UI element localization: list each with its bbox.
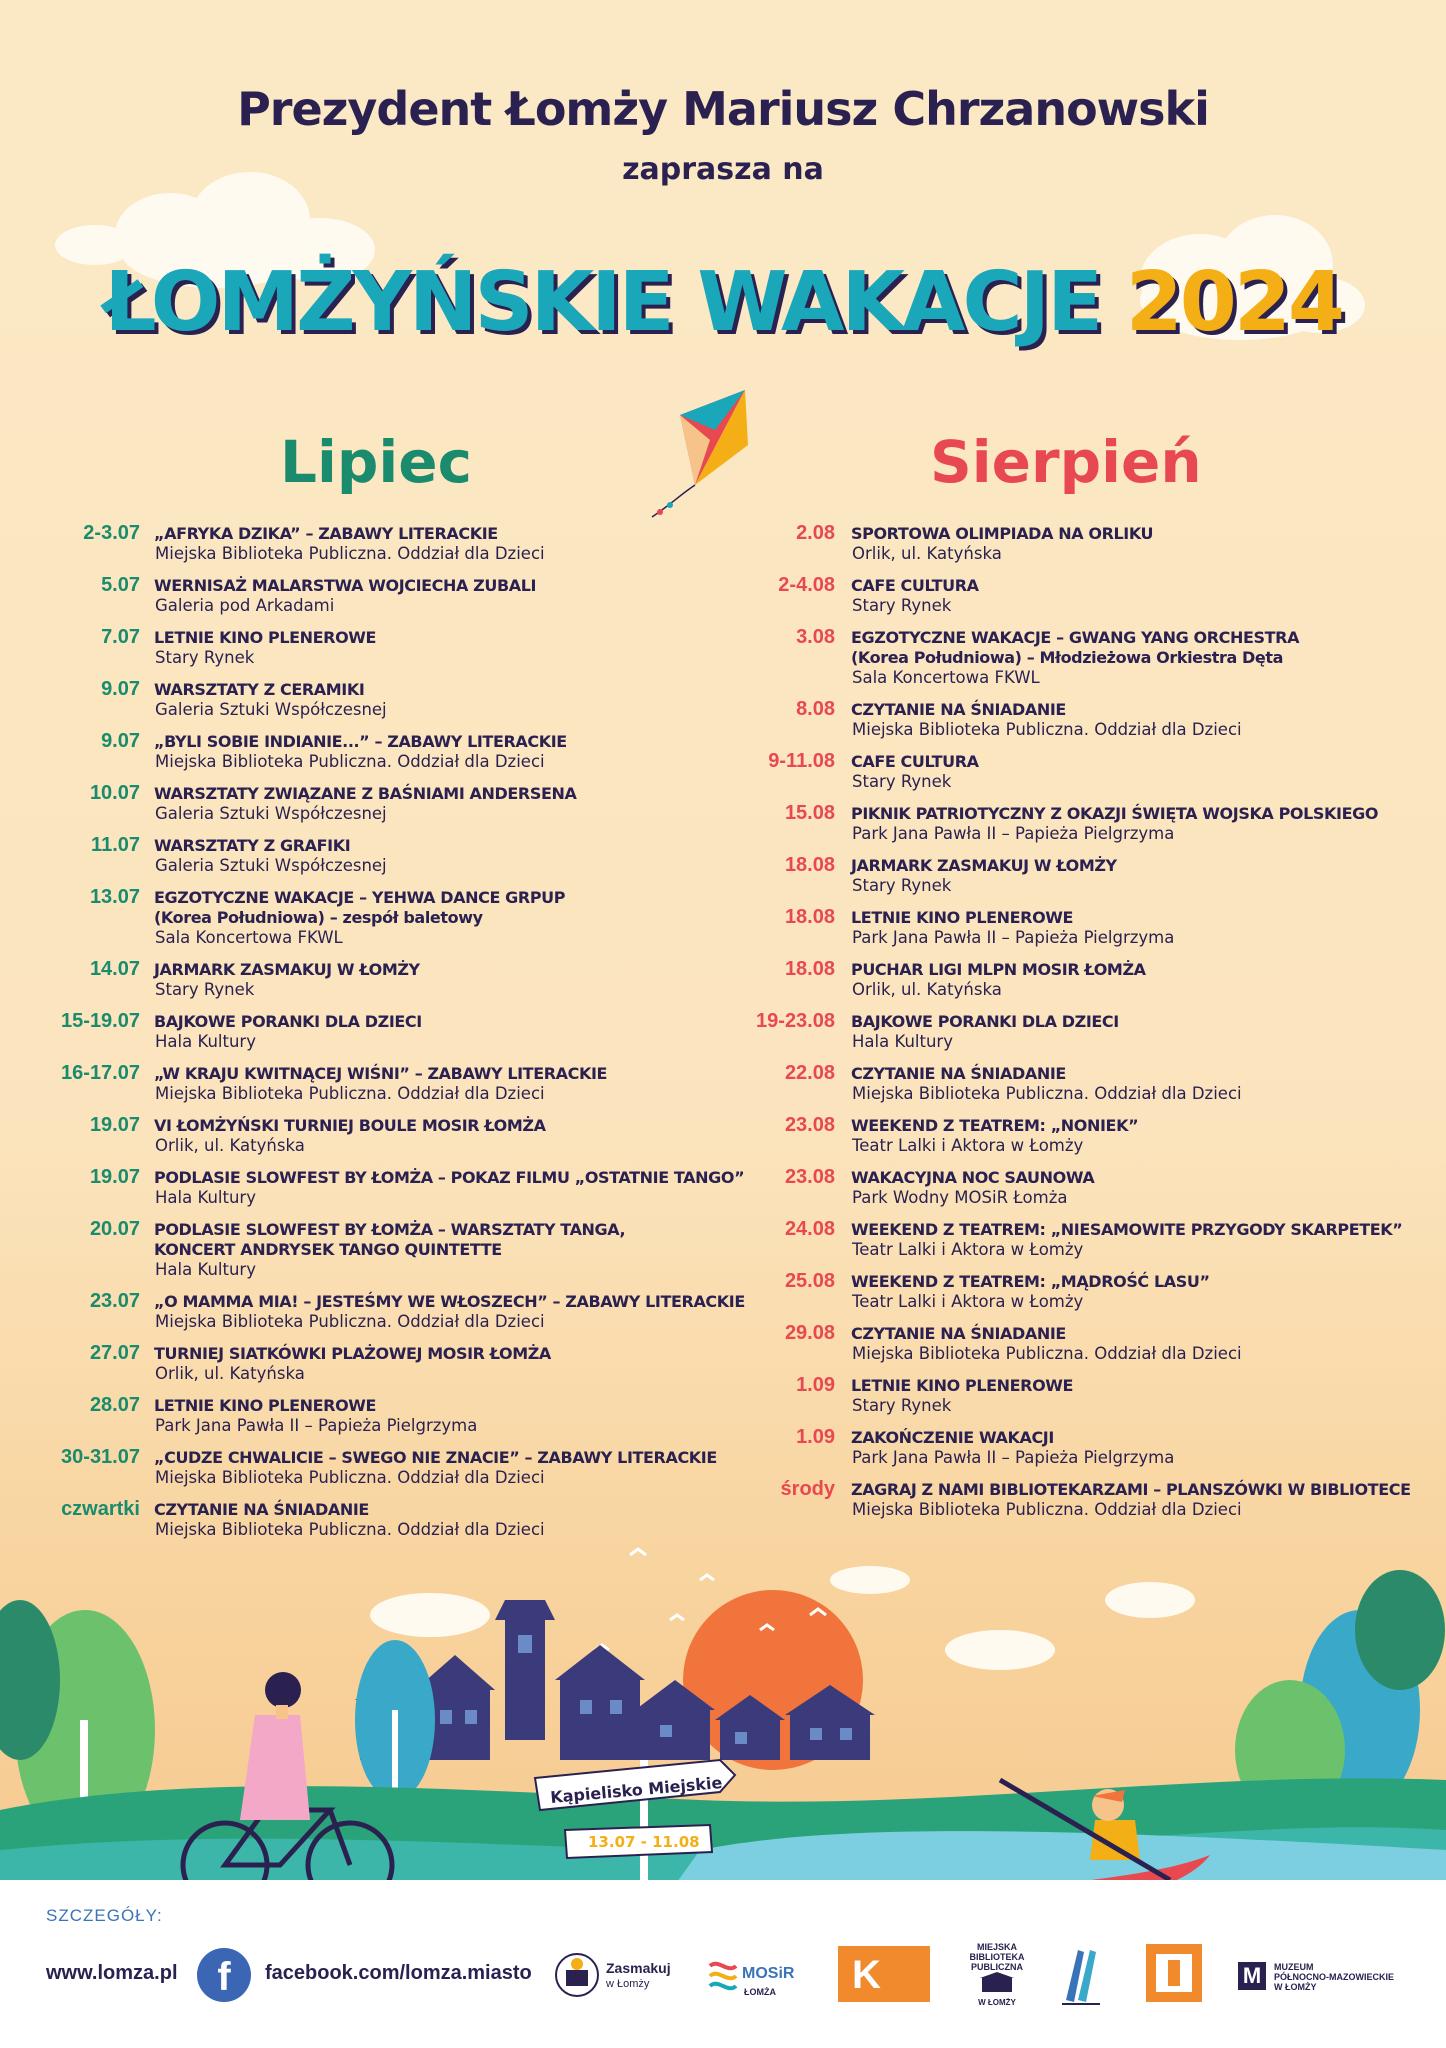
event-name — [154, 1500, 369, 1520]
event-name-line: CZYTANIE NA ŚNIADANIE — [851, 700, 1066, 719]
cultural-centre-emblem-icon — [838, 1942, 930, 2004]
event-name-line: LETNIE KINO PLENEROWE — [154, 1396, 377, 1415]
event-name — [851, 524, 1153, 544]
event-date: 9.07 — [101, 678, 140, 700]
event-name-line: „W KRAJU KWITNĄCEJ WIŚNI” – ZABAWY LITERACKIE — [154, 1064, 608, 1083]
event-date: 18.08 — [784, 958, 835, 980]
event-date: 7.07 — [101, 626, 140, 648]
event-date: 18.08 — [784, 906, 835, 928]
event-name-line: TURNIEJ SIATKÓWKI PLAŻOWEJ MOSIR ŁOMŻA — [154, 1344, 551, 1363]
event-date: 22.08 — [784, 1062, 835, 1084]
event-item — [733, 626, 1423, 698]
event-place: Miejska Biblioteka Publiczna. Oddział dla Dzieci — [155, 752, 545, 771]
event-name-line: CZYTANIE NA ŚNIADANIE — [851, 1324, 1066, 1343]
event-item — [733, 1270, 1423, 1322]
book-stack-icon — [1056, 1942, 1106, 2008]
event-place: Sala Koncertowa FKWL — [852, 668, 1040, 687]
event-date: 19.07 — [89, 1114, 140, 1136]
event-place: Park Jana Pawła II – Papieża Pielgrzyma — [852, 928, 1175, 947]
museum-line3: W ŁOMŻY — [1274, 1982, 1317, 1992]
event-item — [30, 1062, 770, 1114]
event-place: Orlik, ul. Katyńska — [852, 544, 1002, 563]
event-name — [154, 628, 376, 648]
event-name — [851, 1272, 1210, 1292]
event-item — [30, 1446, 770, 1498]
museum-line1: MUZEUM — [1274, 1962, 1314, 1972]
event-name-line: WERNISAŻ MALARSTWA WOJCIECHA ZUBALI — [154, 576, 537, 595]
event-name-line: SPORTOWA OLIMPIADA NA ORLIKU — [851, 524, 1154, 543]
event-date: 2.08 — [796, 522, 835, 544]
event-item — [733, 522, 1423, 574]
invites-line: zaprasza na — [622, 152, 824, 187]
event-name-line: „AFRYKA DZIKA” – ZABAWY LITERACKIE — [154, 524, 498, 543]
event-date: 29.08 — [784, 1322, 835, 1344]
event-name — [154, 576, 536, 596]
event-place: Sala Koncertowa FKWL — [155, 928, 343, 947]
sign-line1: Kąpielisko Miejskie — [549, 1772, 724, 1807]
event-place: Orlik, ul. Katyńska — [852, 980, 1002, 999]
event-date: 14.07 — [89, 958, 140, 980]
clouds-decoration — [0, 0, 1446, 420]
event-name-line: LETNIE KINO PLENEROWE — [851, 908, 1074, 927]
event-name — [851, 700, 1066, 720]
event-date: 23.07 — [89, 1290, 140, 1312]
museum-m-icon: M — [1238, 1962, 1266, 1990]
event-item — [733, 750, 1423, 802]
event-item — [30, 834, 770, 886]
event-name-line: EGZOTYCZNE WAKACJE – GWANG YANG ORCHESTRA — [851, 628, 1300, 647]
event-item — [733, 1374, 1423, 1426]
event-place: Miejska Biblioteka Publiczna. Oddział dla Dzieci — [155, 1312, 545, 1331]
zasmakuj-text: Zasmakuj — [606, 1960, 671, 1976]
event-item — [30, 1114, 770, 1166]
event-place: Hala Kultury — [155, 1032, 256, 1051]
event-name — [154, 1344, 551, 1364]
event-item — [30, 782, 770, 834]
event-item — [30, 522, 770, 574]
event-name-line: (Korea Południowa) – Młodzieżowa Orkiestra Dęta — [851, 648, 1284, 667]
event-date: 10.07 — [89, 782, 140, 804]
event-date: 19.07 — [89, 1166, 140, 1188]
event-date: 23.08 — [784, 1166, 835, 1188]
event-name — [851, 856, 1117, 876]
event-item — [733, 1166, 1423, 1218]
event-name — [154, 960, 420, 980]
event-name-line: WAKACYJNA NOC SAUNOWA — [851, 1168, 1095, 1187]
event-place: Miejska Biblioteka Publiczna. Oddział dla Dzieci — [852, 720, 1242, 739]
event-name-line: WARSZTATY Z CERAMIKI — [154, 680, 365, 699]
event-item — [30, 574, 770, 626]
details-label: SZCZEGÓŁY: — [46, 1906, 163, 1925]
event-date: 2-3.07 — [83, 522, 140, 544]
event-name-line: WEEKEND Z TEATREM: „MĄDROŚĆ LASU” — [851, 1272, 1210, 1291]
event-date: 11.07 — [91, 834, 140, 856]
event-name-line: PUCHAR LIGI MLPN MOSIR ŁOMŻA — [851, 960, 1146, 979]
event-place: Miejska Biblioteka Publiczna. Oddział dla Dzieci — [155, 1084, 545, 1103]
event-name-line: „BYLI SOBIE INDIANIE...” – ZABAWY LITERACKIE — [154, 732, 567, 751]
event-place: Park Jana Pawła II – Papieża Pielgrzyma — [155, 1416, 478, 1435]
event-item — [30, 1218, 770, 1290]
event-place: Orlik, ul. Katyńska — [155, 1136, 305, 1155]
event-name — [154, 836, 350, 856]
event-item — [733, 698, 1423, 750]
event-name — [154, 1116, 546, 1136]
cultural-centre-logo — [838, 1942, 930, 2008]
event-name — [851, 1012, 1119, 1032]
event-place: Galeria Sztuki Współczesnej — [155, 856, 387, 875]
event-name — [154, 1448, 717, 1468]
event-date: 9.07 — [101, 730, 140, 752]
event-date: 1.09 — [796, 1426, 835, 1448]
event-item — [733, 906, 1423, 958]
kite-icon — [640, 385, 760, 520]
event-item — [733, 802, 1423, 854]
event-name — [851, 1116, 1138, 1136]
event-date: 3.08 — [796, 626, 835, 648]
event-name — [154, 1396, 376, 1416]
event-item — [733, 854, 1423, 906]
event-name — [851, 1168, 1094, 1188]
mosir-logo — [708, 1942, 795, 2008]
event-place: Galeria Sztuki Współczesnej — [155, 700, 387, 719]
event-item — [733, 1426, 1423, 1478]
event-place: Miejska Biblioteka Publiczna. Oddział dla Dzieci — [852, 1084, 1242, 1103]
event-name-line: (Korea Południowa) – zespół baletowy — [154, 908, 483, 927]
event-place: Park Jana Pawła II – Papieża Pielgrzyma — [852, 824, 1175, 843]
event-name-line: CZYTANIE NA ŚNIADANIE — [154, 1500, 369, 1519]
event-name — [154, 1220, 625, 1260]
event-name-line: PODLASIE SLOWFEST BY ŁOMŻA – POKAZ FILMU „OSTATNIE TANGO” — [154, 1168, 745, 1187]
event-name-line: CAFE CULTURA — [851, 752, 979, 771]
event-place: Hala Kultury — [155, 1260, 256, 1279]
event-item — [30, 678, 770, 730]
event-date: 19-23.08 — [756, 1010, 835, 1032]
event-date: 20.07 — [89, 1218, 140, 1240]
event-date: 16-17.07 — [61, 1062, 140, 1084]
event-name — [154, 680, 364, 700]
poster-title — [0, 255, 1446, 350]
event-date: środy — [780, 1478, 835, 1500]
mbp-line3: PUBLICZNA — [971, 1962, 1023, 1972]
event-name-line: KONCERT ANDRYSEK TANGO QUINTETTE — [154, 1240, 502, 1259]
presenter-line: Prezydent Łomży Mariusz Chrzanowski — [237, 82, 1209, 136]
event-name — [851, 908, 1073, 928]
event-name-line: „O MAMMA MIA! – JESTEŚMY WE WŁOSZECH” – ZABAWY LITERACKIE — [154, 1292, 745, 1311]
event-name-line: „CUDZE CHWALICIE – SWEGO NIE ZNACIE” – ZABAWY LITERACKIE — [154, 1448, 717, 1467]
event-date: 23.08 — [784, 1114, 835, 1136]
mbp-line2: BIBLIOTEKA — [969, 1952, 1025, 1962]
july-events-list — [30, 522, 770, 1550]
event-place: Stary Rynek — [852, 876, 952, 895]
event-date: 24.08 — [784, 1218, 835, 1240]
mbp-line1: MIEJSKA — [976, 1942, 1017, 1952]
title-year: 2024 — [1125, 255, 1342, 350]
event-name — [154, 1012, 422, 1032]
event-name — [851, 1324, 1066, 1344]
event-name — [851, 1428, 1054, 1448]
event-name — [851, 1376, 1073, 1396]
event-place: Miejska Biblioteka Publiczna. Oddział dla Dzieci — [155, 1520, 545, 1539]
month-heading-august: Sierpień — [930, 428, 1202, 496]
event-place: Stary Rynek — [155, 648, 255, 667]
zasmakuj-logo — [554, 1942, 674, 2008]
event-date: 28.07 — [89, 1394, 140, 1416]
facebook-icon[interactable]: f — [197, 1948, 251, 2002]
library-branch-logo — [1056, 1942, 1106, 2008]
event-date: 1.09 — [796, 1374, 835, 1396]
mosir-text: MOSiR — [742, 1965, 795, 1982]
event-name-line: JARMARK ZASMAKUJ W ŁOMŻY — [154, 960, 420, 979]
event-date: 30-31.07 — [61, 1446, 140, 1468]
event-date: 25.08 — [784, 1270, 835, 1292]
event-name — [851, 1220, 1402, 1240]
month-heading-july: Lipiec — [280, 428, 472, 496]
event-item — [733, 1322, 1423, 1374]
event-date: 18.08 — [784, 854, 835, 876]
zasmakuj-sub: w Łomży — [606, 1978, 650, 1990]
event-name-line: WARSZTATY Z GRAFIKI — [154, 836, 351, 855]
event-place: Orlik, ul. Katyńska — [155, 1364, 305, 1383]
event-name-line: VI ŁOMŻYŃSKI TURNIEJ BOULE MOSIR ŁOMŻA — [154, 1116, 546, 1135]
library-building-icon — [980, 1972, 1014, 1994]
website-link[interactable]: www.lomza.pl — [46, 1962, 178, 1984]
event-item — [30, 1010, 770, 1062]
event-name-line: LETNIE KINO PLENEROWE — [154, 628, 377, 647]
event-date: 13.07 — [89, 886, 140, 908]
event-name-line: BAJKOWE PORANKI DLA DZIECI — [851, 1012, 1119, 1031]
event-name-line: WEEKEND Z TEATREM: „NIESAMOWITE PRZYGODY SKARPETEK” — [851, 1220, 1403, 1239]
event-name — [154, 1292, 745, 1312]
event-item — [30, 958, 770, 1010]
event-name — [154, 888, 565, 928]
event-place: Galeria pod Arkadami — [155, 596, 335, 615]
zasmakuj-emblem-icon — [554, 1952, 600, 1998]
event-place: Miejska Biblioteka Publiczna. Oddział dla Dzieci — [155, 544, 545, 563]
event-date: 15-19.07 — [61, 1010, 140, 1032]
event-name — [154, 1064, 607, 1084]
event-date: czwartki — [61, 1498, 140, 1520]
theatre-emblem-icon — [1144, 1942, 1204, 2004]
event-place: Stary Rynek — [852, 1396, 952, 1415]
event-name — [851, 804, 1378, 824]
event-item — [30, 1342, 770, 1394]
event-item — [733, 1218, 1423, 1270]
event-name-line: ZAKOŃCZENIE WAKACJI — [851, 1428, 1054, 1447]
mosir-wave-icon — [708, 1956, 738, 1996]
event-item — [733, 1114, 1423, 1166]
event-date: 27.07 — [89, 1342, 140, 1364]
event-place: Stary Rynek — [155, 980, 255, 999]
event-place: Miejska Biblioteka Publiczna. Oddział dla Dzieci — [155, 1468, 545, 1487]
event-name-line: CZYTANIE NA ŚNIADANIE — [851, 1064, 1066, 1083]
event-date: 8.08 — [796, 698, 835, 720]
event-name-line: EGZOTYCZNE WAKACJE – YEHWA DANCE GRPUP — [154, 888, 566, 907]
event-place: Park Jana Pawła II – Papieża Pielgrzyma — [852, 1448, 1175, 1467]
event-name — [851, 1480, 1411, 1500]
event-item — [30, 1166, 770, 1218]
city-library-logo — [966, 1942, 1028, 2008]
august-events-list — [733, 522, 1423, 1530]
event-name — [851, 628, 1299, 668]
event-item — [733, 1010, 1423, 1062]
event-place: Teatr Lalki i Aktora w Łomży — [852, 1136, 1084, 1155]
event-place: Park Wodny MOSiR Łomża — [852, 1188, 1068, 1207]
event-item — [30, 886, 770, 958]
event-place: Miejska Biblioteka Publiczna. Oddział dla Dzieci — [852, 1500, 1242, 1519]
event-name-line: JARMARK ZASMAKUJ W ŁOMŻY — [851, 856, 1117, 875]
theatre-logo — [1144, 1942, 1204, 2008]
event-date: 15.08 — [784, 802, 835, 824]
title-main: ŁOMŻYŃSKIE WAKACJE — [104, 255, 1101, 350]
event-name-line: BAJKOWE PORANKI DLA DZIECI — [154, 1012, 422, 1031]
event-name — [851, 960, 1146, 980]
event-item — [30, 1394, 770, 1446]
event-place: Hala Kultury — [155, 1188, 256, 1207]
event-place: Stary Rynek — [852, 772, 952, 791]
summer-town-illustration — [0, 1520, 1446, 1920]
event-name — [154, 1168, 744, 1188]
event-name-line: LETNIE KINO PLENEROWE — [851, 1376, 1074, 1395]
facebook-link[interactable]: facebook.com/lomza.miasto — [265, 1962, 532, 1984]
event-name — [154, 784, 576, 804]
sign-line2: 13.07 - 11.08 — [588, 1833, 700, 1851]
event-date: 2-4.08 — [778, 574, 835, 596]
event-date: 5.07 — [101, 574, 140, 596]
event-place: Miejska Biblioteka Publiczna. Oddział dla Dzieci — [852, 1344, 1242, 1363]
svg-text:K: K — [852, 1953, 881, 1997]
event-place: Stary Rynek — [852, 596, 952, 615]
event-place: Teatr Lalki i Aktora w Łomży — [852, 1240, 1084, 1259]
event-name — [851, 1064, 1066, 1084]
event-name-line: CAFE CULTURA — [851, 576, 979, 595]
mbp-line4: W ŁOMŻY — [978, 1998, 1016, 2007]
museum-logo — [1238, 1942, 1418, 2008]
event-date: 9-11.08 — [768, 750, 835, 772]
mosir-sub: ŁOMŻA — [744, 1987, 776, 1997]
event-name — [154, 732, 567, 752]
event-name — [851, 576, 979, 596]
event-item — [733, 574, 1423, 626]
event-item — [30, 1290, 770, 1342]
event-name — [154, 524, 498, 544]
event-item — [30, 730, 770, 782]
event-name-line: WEEKEND Z TEATREM: „NONIEK” — [851, 1116, 1139, 1135]
event-name-line: WARSZTATY ZWIĄZANE Z BAŚNIAMI ANDERSENA — [154, 784, 577, 803]
event-name-line: ZAGRAJ Z NAMI BIBLIOTEKARZAMI – PLANSZÓWKI W BIBLIOTECE — [851, 1480, 1411, 1499]
event-name-line: PODLASIE SLOWFEST BY ŁOMŻA – WARSZTATY TANGA, — [154, 1220, 626, 1239]
event-item — [733, 1062, 1423, 1114]
event-name — [851, 752, 979, 772]
event-name-line: PIKNIK PATRIOTYCZNY Z OKAZJI ŚWIĘTA WOJSKA POLSKIEGO — [851, 804, 1379, 823]
event-place: Galeria Sztuki Współczesnej — [155, 804, 387, 823]
event-item — [733, 958, 1423, 1010]
museum-line2: PÓŁNOCNO-MAZOWIECKIE — [1274, 1972, 1394, 1982]
event-place: Teatr Lalki i Aktora w Łomży — [852, 1292, 1084, 1311]
event-place: Hala Kultury — [852, 1032, 953, 1051]
event-item — [30, 626, 770, 678]
